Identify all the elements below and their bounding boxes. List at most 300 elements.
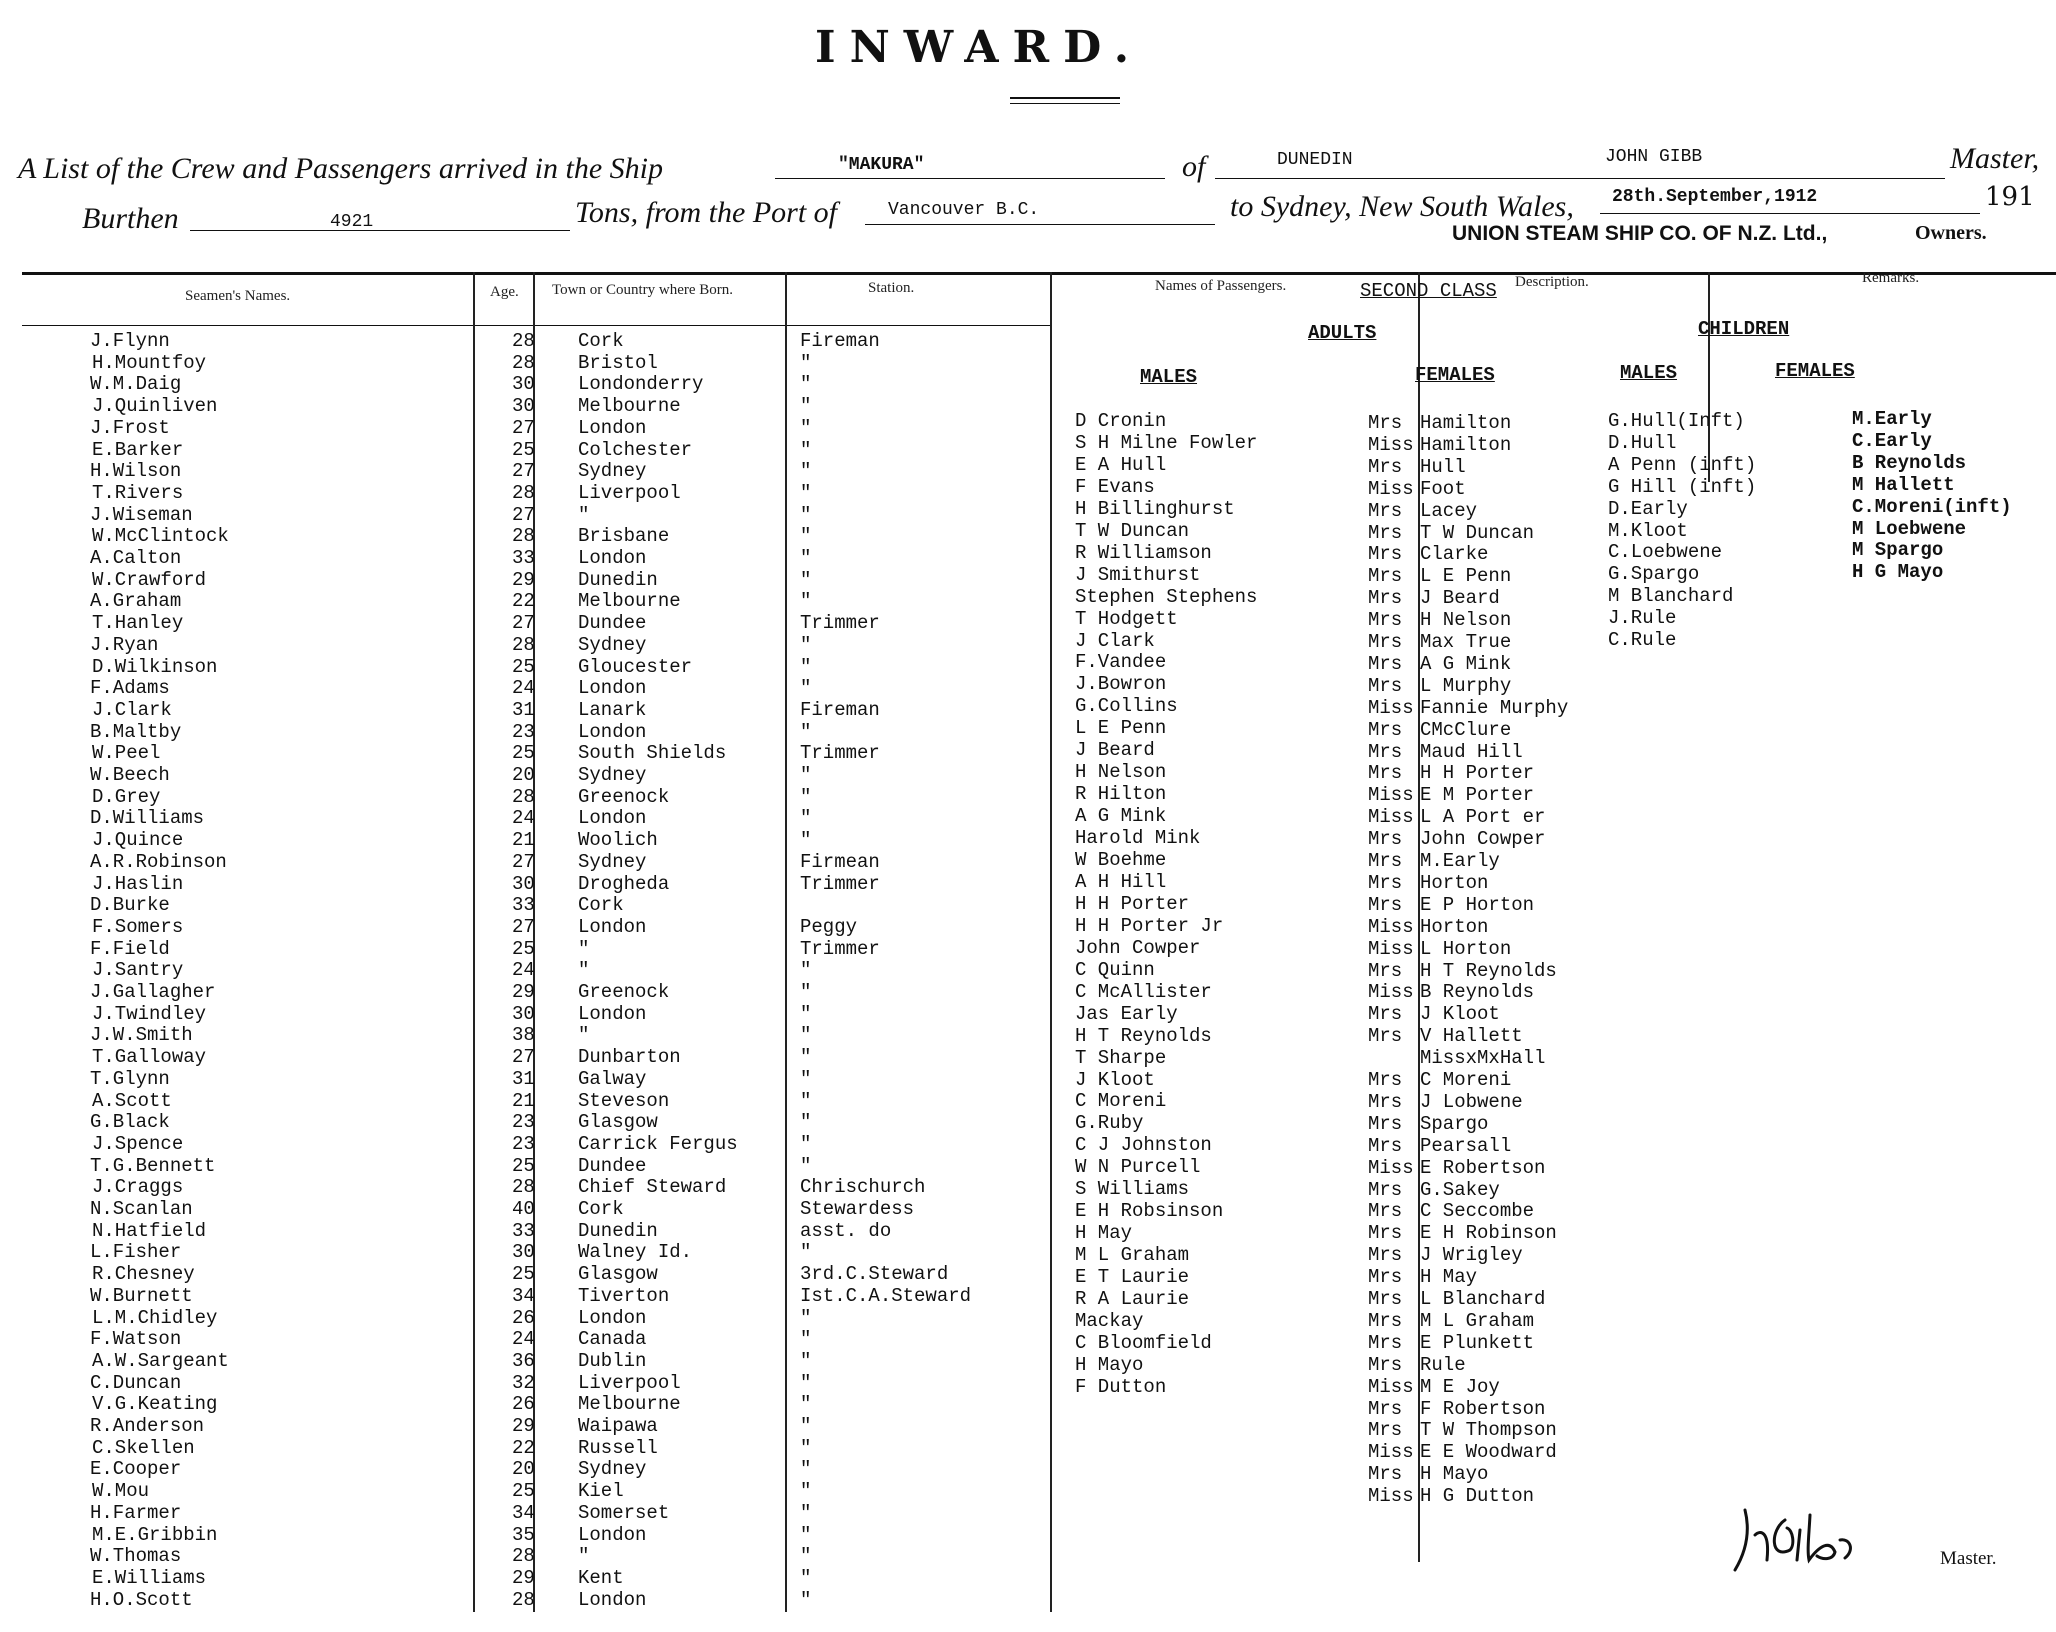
crew-name: F.Field	[90, 937, 170, 960]
child-male-name: C.Loebwene	[1608, 541, 1723, 564]
crew-birthplace: London	[578, 807, 647, 830]
adult-female-title: Miss	[1368, 981, 1414, 1004]
adult-female-title: Mrs	[1368, 959, 1403, 982]
adult-female-name: Hull	[1420, 455, 1466, 478]
crew-station: "	[800, 438, 812, 461]
crew-station: Trimmer	[800, 937, 880, 960]
crew-station: "	[800, 785, 812, 808]
crew-row	[0, 395, 1050, 417]
crew-station: "	[800, 460, 812, 483]
child-female-name: M.Early	[1852, 408, 1932, 430]
crew-station: "	[800, 1111, 812, 1134]
crew-row	[0, 1567, 1050, 1589]
header-description: Description.	[1515, 274, 1589, 290]
crew-age: 27	[512, 915, 535, 938]
crew-station: "	[800, 395, 812, 418]
child-female-name: C.Early	[1852, 429, 1932, 452]
crew-station: "	[800, 568, 812, 591]
crew-birthplace: Galway	[578, 1067, 647, 1090]
crew-age: 38	[512, 1024, 535, 1047]
crew-name: W.Crawford	[92, 568, 207, 591]
adult-females-label: FEMALES	[1415, 364, 1495, 386]
crew-birthplace: Dunedin	[578, 1219, 658, 1242]
adult-male-name: H T Reynolds	[1075, 1024, 1212, 1047]
crew-station: "	[800, 1371, 812, 1394]
crew-station: Ist.C.A.Steward	[800, 1284, 972, 1307]
crew-row	[0, 742, 1050, 764]
master-signature-label: Master.	[1940, 1548, 1997, 1569]
adult-female-title: Mrs	[1368, 565, 1403, 588]
adult-female-title: Mrs	[1368, 1003, 1403, 1026]
crew-age: 30	[512, 373, 535, 396]
adult-female-name: L Murphy	[1420, 674, 1512, 697]
adult-female-name: B Reynolds	[1420, 981, 1535, 1004]
crew-name: B.Maltby	[90, 720, 182, 743]
crew-row	[0, 373, 1050, 395]
crew-station: "	[800, 1046, 812, 1069]
master-signature	[1725, 1490, 1885, 1585]
crew-name: F.Somers	[92, 915, 184, 938]
adult-female-title: Mrs	[1368, 587, 1403, 610]
crew-name: J.Ryan	[90, 633, 159, 656]
child-female-name: H G Mayo	[1852, 561, 1944, 584]
burthen-label: Burthen	[82, 202, 179, 235]
crew-birthplace: Kiel	[578, 1480, 624, 1503]
crew-age: 27	[512, 460, 535, 483]
crew-row	[0, 1068, 1050, 1090]
crew-row	[0, 721, 1050, 743]
adult-female-title: Mrs	[1368, 652, 1403, 675]
child-male-name: C.Rule	[1608, 629, 1677, 651]
adult-female-name: H Mayo	[1420, 1463, 1489, 1486]
adult-male-name: M L Graham	[1075, 1244, 1190, 1267]
crew-name: D.Williams	[90, 807, 205, 830]
crew-birthplace: Walney Id.	[578, 1241, 693, 1264]
child-female-name: M Spargo	[1852, 539, 1944, 562]
crew-age: 27	[512, 850, 535, 873]
crew-age: 24	[512, 807, 535, 830]
crew-age: 22	[512, 590, 535, 613]
adult-male-name: C McAllister	[1075, 980, 1212, 1003]
adult-female-title: Mrs	[1368, 893, 1403, 916]
col-rule-remarks	[1708, 272, 1710, 482]
adult-female-name: H May	[1420, 1266, 1478, 1289]
adult-male-name: F Evans	[1075, 475, 1155, 498]
crew-row	[0, 460, 1050, 482]
crew-birthplace: Somerset	[578, 1501, 670, 1524]
crew-station: "	[800, 1458, 812, 1481]
crew-station: "	[800, 1349, 812, 1372]
adult-female-name: Horton	[1420, 915, 1489, 938]
crew-station: "	[800, 1436, 812, 1459]
crew-row	[0, 1133, 1050, 1155]
crew-birthplace: Londonderry	[578, 373, 704, 396]
crew-age: 28	[512, 351, 535, 374]
adult-female-name: A G Mink	[1420, 652, 1512, 675]
adult-male-name: Mackay	[1075, 1309, 1144, 1332]
adult-female-title: Mrs	[1368, 1419, 1403, 1442]
crew-birthplace: Sydney	[578, 850, 647, 873]
adult-female-name: E Plunkett	[1420, 1331, 1535, 1354]
crew-row	[0, 764, 1050, 786]
crew-row	[0, 1241, 1050, 1263]
crew-name: A.Scott	[92, 1089, 172, 1112]
adult-female-name: Maud Hill	[1420, 740, 1523, 763]
adult-male-name: H Billinghurst	[1075, 497, 1235, 520]
crew-birthplace: "	[578, 1024, 590, 1047]
crew-row	[0, 1524, 1050, 1546]
crew-age: 29	[512, 981, 535, 1003]
crew-age: 25	[512, 438, 535, 461]
crew-age: 30	[512, 395, 535, 418]
crew-name: W.McClintock	[92, 525, 229, 548]
crew-row	[0, 590, 1050, 612]
owners-label: Owners.	[1915, 222, 1987, 244]
registry-field-line	[1215, 178, 1945, 179]
crew-name: C.Duncan	[90, 1371, 182, 1394]
adult-male-name: D Cronin	[1075, 410, 1167, 432]
crew-age: 31	[512, 1067, 535, 1090]
crew-name: A.W.Sargeant	[92, 1349, 229, 1372]
crew-age: 27	[512, 612, 535, 635]
child-female-name: C.Moreni(inft)	[1852, 495, 2012, 518]
adult-female-title: Mrs	[1368, 762, 1403, 785]
adult-male-name: H H Porter	[1075, 892, 1190, 915]
adult-female-name: Clarke	[1420, 543, 1489, 566]
child-female-name: M Hallett	[1852, 473, 1955, 496]
crew-birthplace: Sydney	[578, 764, 647, 786]
crew-station: "	[800, 764, 812, 786]
adult-female-title: Mrs	[1368, 674, 1403, 697]
adult-male-name: F.Vandee	[1075, 651, 1167, 674]
adult-female-title: Miss	[1368, 937, 1414, 960]
crew-station: "	[800, 1306, 812, 1329]
crew-station: "	[800, 720, 812, 743]
adult-female-name: V Hallett	[1420, 1025, 1523, 1048]
crew-station: "	[800, 1501, 812, 1524]
crew-birthplace: Dunbarton	[578, 1046, 681, 1069]
crew-row	[0, 1155, 1050, 1177]
adult-female-title: Mrs	[1368, 1134, 1403, 1157]
crew-station: "	[800, 481, 812, 504]
child-male-name: D.Early	[1608, 497, 1688, 520]
crew-birthplace: Waipawa	[578, 1415, 658, 1437]
adult-female-name: Foot	[1420, 477, 1466, 500]
adult-males-label: MALES	[1140, 366, 1198, 388]
crew-age: 27	[512, 1046, 535, 1069]
crew-station: "	[800, 525, 812, 548]
crew-station: "	[800, 1089, 812, 1112]
adult-female-title: Mrs	[1368, 543, 1403, 566]
crew-age: 33	[512, 1219, 535, 1242]
crew-row	[0, 482, 1050, 504]
adult-female-name: CMcClure	[1420, 718, 1512, 741]
crew-age: 28	[512, 481, 535, 504]
crew-row	[0, 352, 1050, 374]
adult-female-name: Lacey	[1420, 499, 1478, 522]
adult-female-title: Miss	[1368, 433, 1414, 456]
adult-female-name: Max True	[1420, 631, 1512, 653]
crew-station: "	[800, 1067, 812, 1090]
adult-female-title: Mrs	[1368, 871, 1403, 894]
crew-name: W.Burnett	[90, 1284, 193, 1307]
crew-row	[0, 938, 1050, 960]
adult-female-title: Miss	[1368, 477, 1414, 500]
year-prefix: 191	[1985, 182, 2035, 212]
adult-female-name: J Kloot	[1420, 1003, 1500, 1026]
col-rule-passengers	[1050, 272, 1052, 1612]
crew-station: "	[800, 1415, 812, 1437]
crew-row	[0, 1372, 1050, 1394]
crew-station: Fireman	[800, 330, 880, 352]
crew-birthplace: Melbourne	[578, 1393, 681, 1416]
adult-female-title: Mrs	[1368, 1353, 1403, 1376]
crew-station: Firmean	[800, 850, 880, 873]
crew-row	[0, 1350, 1050, 1372]
crew-age: 34	[512, 1284, 535, 1307]
crew-station: "	[800, 1154, 812, 1177]
arrival-date: 28th.September,1912	[1612, 187, 1818, 207]
crew-name: R.Chesney	[92, 1263, 195, 1286]
crew-age: 25	[512, 937, 535, 960]
crew-station: "	[800, 1002, 812, 1025]
crew-age: 30	[512, 872, 535, 895]
adult-male-name: H Mayo	[1075, 1353, 1144, 1376]
adult-female-name: Hamilton	[1420, 433, 1512, 456]
crew-station: Trimmer	[800, 872, 880, 895]
adult-female-name: H Nelson	[1420, 609, 1512, 632]
adult-female-name: M L Graham	[1420, 1309, 1535, 1332]
crew-station: Stewardess	[800, 1198, 915, 1220]
crew-name: W.M.Daig	[90, 373, 182, 396]
crew-birthplace: South Shields	[578, 742, 727, 765]
crew-row	[0, 981, 1050, 1003]
crew-name: F.Watson	[90, 1328, 182, 1351]
crew-birthplace: Russell	[578, 1436, 658, 1459]
crew-row	[0, 1545, 1050, 1567]
adult-male-name: H Nelson	[1075, 761, 1167, 784]
adult-male-name: W Boehme	[1075, 849, 1167, 871]
header-passengers: Names of Passengers.	[1155, 278, 1287, 294]
crew-row	[0, 439, 1050, 461]
crew-row	[0, 1003, 1050, 1025]
crew-name: G.Black	[90, 1111, 170, 1134]
adult-male-name: T Sharpe	[1075, 1046, 1167, 1069]
crew-birthplace: Dunedin	[578, 568, 658, 591]
adult-female-title: Mrs	[1368, 1331, 1403, 1354]
crew-row	[0, 873, 1050, 895]
crew-row	[0, 677, 1050, 699]
crew-row	[0, 786, 1050, 808]
crew-name: E.Barker	[92, 438, 184, 461]
crew-birthplace: "	[578, 503, 590, 526]
crew-name: L.Fisher	[90, 1241, 182, 1264]
crew-row	[0, 829, 1050, 851]
crew-row	[0, 547, 1050, 569]
adult-male-name: R Hilton	[1075, 783, 1167, 806]
crew-name: H.Farmer	[90, 1501, 182, 1524]
crew-birthplace: London	[578, 1306, 647, 1329]
crew-station: "	[800, 590, 812, 613]
crew-age: 40	[512, 1198, 535, 1220]
crew-name: H.Mountfoy	[92, 351, 207, 374]
crew-birthplace: Canada	[578, 1328, 647, 1351]
adult-female-title: Mrs	[1368, 1397, 1403, 1420]
adult-male-name: C Quinn	[1075, 958, 1155, 981]
crew-birthplace: "	[578, 959, 590, 982]
adult-female-name: L Horton	[1420, 937, 1512, 960]
adult-female-title: Mrs	[1368, 1200, 1403, 1223]
child-males-label: MALES	[1620, 362, 1678, 384]
crew-birthplace: Steveson	[578, 1089, 670, 1112]
document-title: INWARD.	[815, 22, 1144, 73]
adult-female-title: Mrs	[1368, 521, 1403, 544]
crew-name: J.Clark	[92, 698, 172, 721]
crew-row	[0, 1415, 1050, 1437]
adult-female-name: E H Robinson	[1420, 1222, 1557, 1245]
adult-female-name: Horton	[1420, 871, 1489, 894]
crew-station: Peggy	[800, 915, 858, 938]
crew-station: "	[800, 1480, 812, 1503]
adult-male-name: John Cowper	[1075, 936, 1201, 959]
from-port-field-line	[865, 224, 1215, 225]
crew-age: 27	[512, 503, 535, 526]
child-male-name: M.Kloot	[1608, 519, 1688, 542]
crew-row	[0, 699, 1050, 721]
crew-age: 30	[512, 1002, 535, 1025]
crew-age: 20	[512, 764, 535, 786]
crew-birthplace: Cork	[578, 894, 624, 917]
title-underline-2	[1010, 103, 1120, 104]
crew-age: 23	[512, 720, 535, 743]
adult-female-name: L E Penn	[1420, 565, 1512, 588]
adult-female-name: M.Early	[1420, 850, 1500, 872]
adult-female-title: Mrs	[1368, 1244, 1403, 1267]
crew-station: "	[800, 373, 812, 396]
crew-birthplace: Liverpool	[578, 1371, 681, 1394]
crew-station: "	[800, 1588, 812, 1611]
crew-row	[0, 612, 1050, 634]
table-top-rule	[22, 272, 2056, 275]
crew-birthplace: Greenock	[578, 981, 670, 1003]
crew-row	[0, 894, 1050, 916]
crew-name: D.Burke	[90, 894, 170, 917]
crew-name: J.Santry	[92, 959, 184, 982]
crew-name: M.E.Gribbin	[92, 1523, 218, 1546]
adult-male-name: R Williamson	[1075, 541, 1212, 564]
crew-birthplace: Gloucester	[578, 655, 693, 678]
crew-station: "	[800, 1393, 812, 1416]
crew-birthplace: "	[578, 1545, 590, 1568]
crew-birthplace: Liverpool	[578, 481, 681, 504]
crew-row	[0, 417, 1050, 439]
crew-row	[0, 1480, 1050, 1502]
crew-age: 31	[512, 698, 535, 721]
crew-station: "	[800, 1566, 812, 1589]
adult-female-name: Hamilton	[1420, 412, 1512, 434]
header-of: of	[1182, 150, 1206, 183]
crew-name: J.Craggs	[92, 1176, 184, 1199]
crew-name: N.Scanlan	[90, 1198, 193, 1220]
crew-station: "	[800, 655, 812, 678]
crew-age: 20	[512, 1458, 535, 1481]
crew-name: C.Skellen	[92, 1436, 195, 1459]
crew-row	[0, 1220, 1050, 1242]
adult-male-name: G.Ruby	[1075, 1112, 1144, 1135]
adult-female-name: Fannie Murphy	[1420, 696, 1569, 719]
crew-birthplace: Carrick Fergus	[578, 1132, 738, 1155]
crew-birthplace: Drogheda	[578, 872, 670, 895]
crew-name: T.Glynn	[90, 1067, 170, 1090]
ship-name: "MAKURA"	[838, 155, 925, 175]
owners-name: UNION STEAM SHIP CO. OF N.Z. Ltd.,	[1452, 222, 1828, 245]
child-male-name: G Hill (inft)	[1608, 475, 1757, 498]
adult-female-name: L Blanchard	[1420, 1288, 1546, 1310]
crew-row	[0, 569, 1050, 591]
crew-birthplace: Woolich	[578, 829, 658, 852]
master-name: JOHN GIBB	[1605, 147, 1703, 167]
header-born: Town or Country where Born.	[552, 282, 734, 298]
adult-male-name: J Clark	[1075, 629, 1155, 652]
crew-station: "	[800, 1132, 812, 1155]
adult-female-title: Mrs	[1368, 1288, 1403, 1310]
crew-row	[0, 1307, 1050, 1329]
crew-name: T.Rivers	[92, 481, 184, 504]
adult-female-title: Mrs	[1368, 1069, 1403, 1091]
crew-birthplace: Glasgow	[578, 1263, 658, 1286]
crew-name: D.Grey	[92, 785, 161, 808]
crew-birthplace: London	[578, 1523, 647, 1546]
crew-name: J.W.Smith	[90, 1024, 193, 1047]
adult-female-title: Mrs	[1368, 850, 1403, 872]
adult-female-name: E P Horton	[1420, 893, 1535, 916]
crew-age: 25	[512, 1263, 535, 1286]
crew-station: "	[800, 807, 812, 830]
date-field-line	[1600, 213, 1980, 214]
crew-name: W.Mou	[92, 1480, 150, 1503]
children-label: CHILDREN	[1698, 318, 1790, 340]
crew-birthplace: Tiverton	[578, 1284, 670, 1307]
adult-female-name: H T Reynolds	[1420, 959, 1557, 982]
adult-male-name: E T Laurie	[1075, 1266, 1190, 1289]
adult-male-name: F Dutton	[1075, 1375, 1167, 1398]
adult-female-name: H H Porter	[1420, 762, 1535, 785]
crew-age: 26	[512, 1306, 535, 1329]
tons-from-label: Tons, from the Port of	[575, 196, 837, 229]
adult-female-name: C Moreni	[1420, 1069, 1512, 1091]
crew-name: A.R.Robinson	[90, 850, 227, 873]
crew-birthplace: Lanark	[578, 698, 647, 721]
crew-name: L.M.Chidley	[92, 1306, 218, 1329]
adult-female-title: Mrs	[1368, 1112, 1403, 1135]
adult-female-name: C Seccombe	[1420, 1200, 1535, 1223]
tonnage: 4921	[330, 212, 374, 232]
adult-female-name: E M Porter	[1420, 784, 1535, 807]
crew-age: 36	[512, 1349, 535, 1372]
crew-station: "	[800, 677, 812, 700]
crew-station: "	[800, 1523, 812, 1546]
child-females-label: FEMALES	[1775, 360, 1855, 382]
crew-birthplace: Brisbane	[578, 525, 670, 548]
crew-row	[0, 504, 1050, 526]
crew-name: E.Williams	[92, 1566, 207, 1589]
header-seamen-names: Seamen's Names.	[185, 288, 291, 304]
crew-station: "	[800, 633, 812, 656]
crew-row	[0, 656, 1050, 678]
adult-female-name: Spargo	[1420, 1112, 1489, 1135]
crew-age: 26	[512, 1393, 535, 1416]
crew-row	[0, 1437, 1050, 1459]
